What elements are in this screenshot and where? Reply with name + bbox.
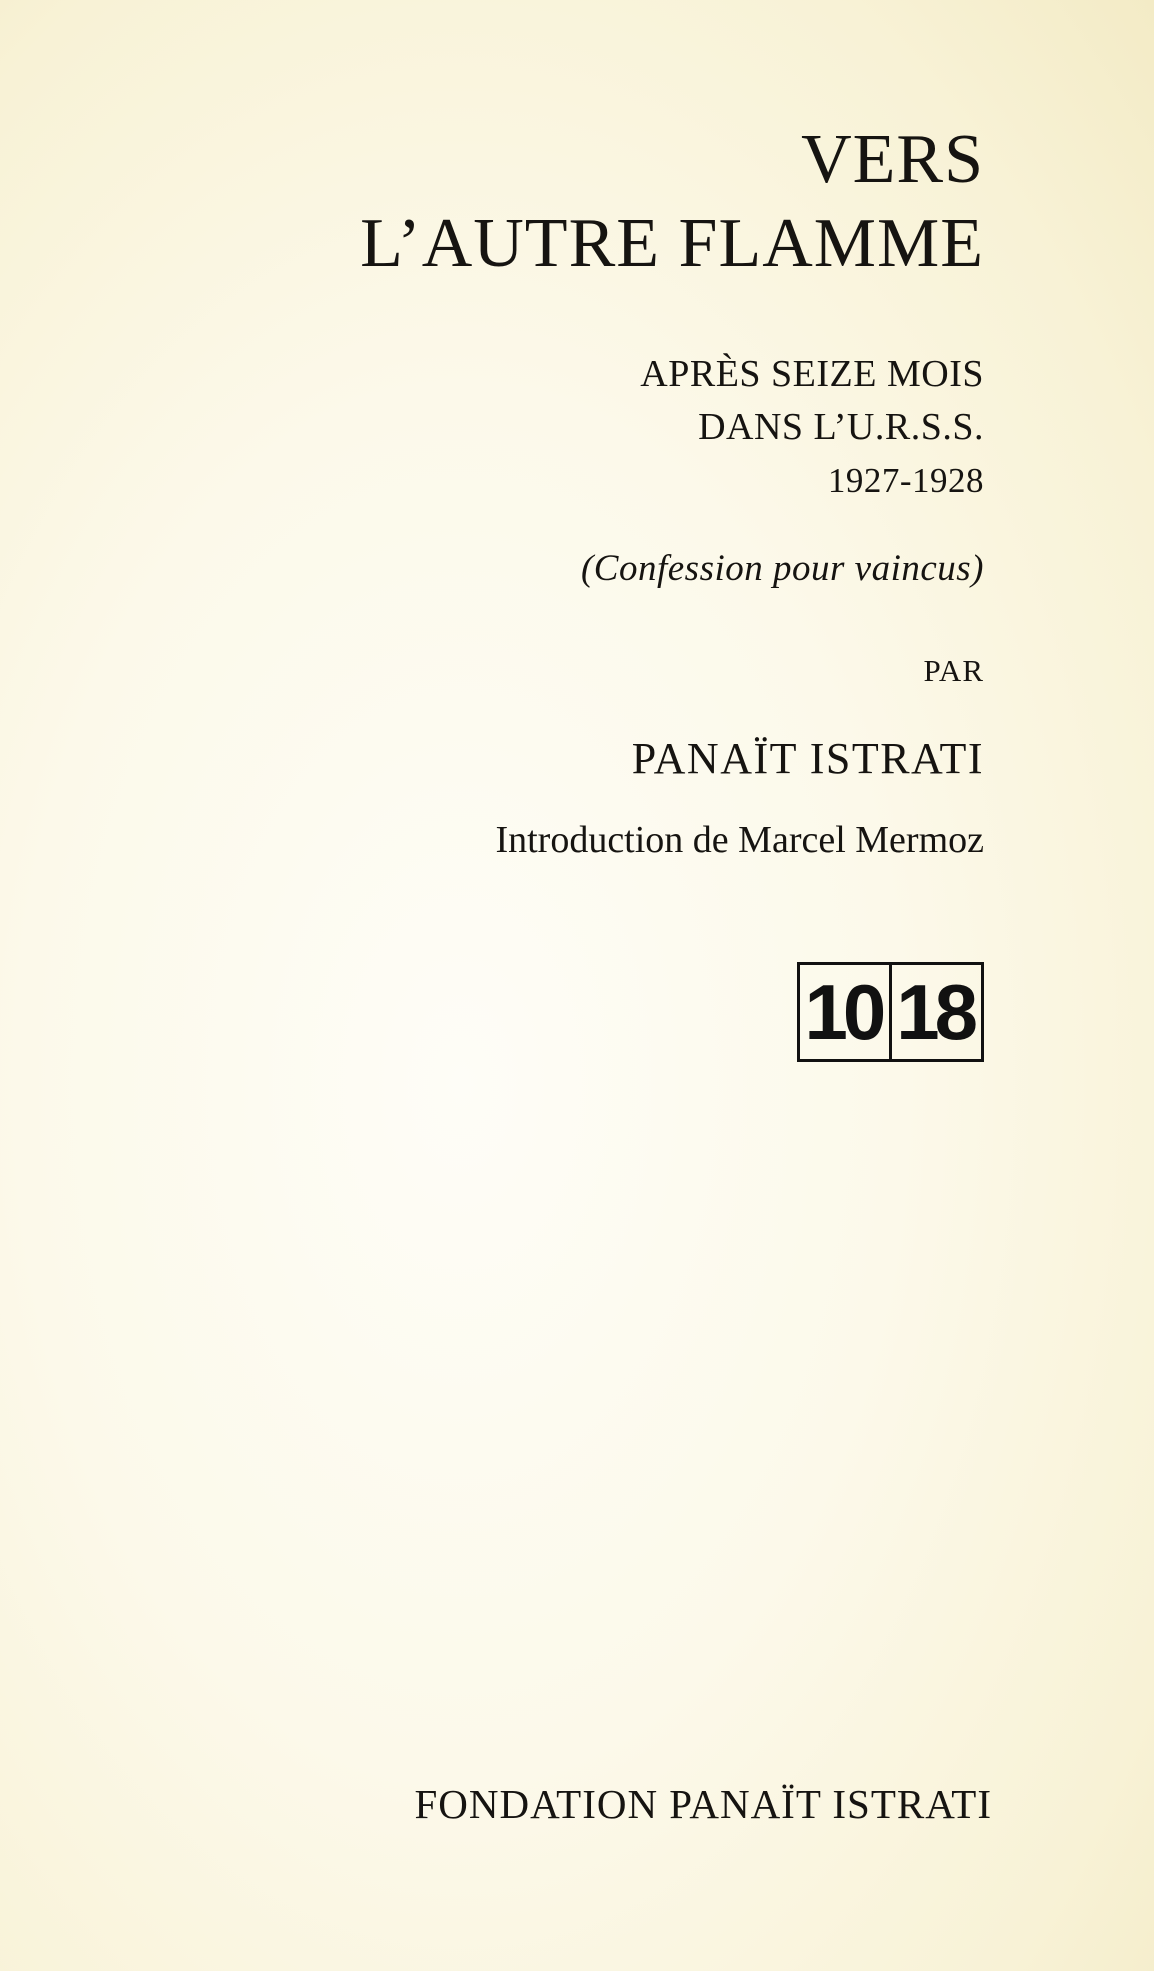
subtitle-line-1: APRÈS SEIZE MOIS [640, 353, 984, 395]
subtitle-line-2: DANS L’U.R.S.S. [698, 406, 984, 448]
by-label: PAR [923, 653, 984, 688]
book-title-line-1: VERS [801, 121, 984, 198]
publisher-logo-right: 18 [889, 965, 981, 1059]
publisher-logo-left: 10 [804, 968, 882, 1056]
subtitle-years: 1927-1928 [827, 461, 984, 500]
author-name: PANAÏT ISTRATI [631, 734, 984, 783]
foundation-imprint: FONDATION PANAÏT ISTRATI [414, 1781, 992, 1827]
confession-subtitle: (Confession pour vaincus) [580, 548, 984, 589]
book-title-line-2: L’AUTRE FLAMME [360, 205, 984, 282]
publisher-logo [797, 962, 984, 1062]
introduction-credit: Introduction de Marcel Mermoz [495, 819, 984, 861]
book-subtitle [640, 348, 984, 507]
book-title [360, 118, 984, 286]
